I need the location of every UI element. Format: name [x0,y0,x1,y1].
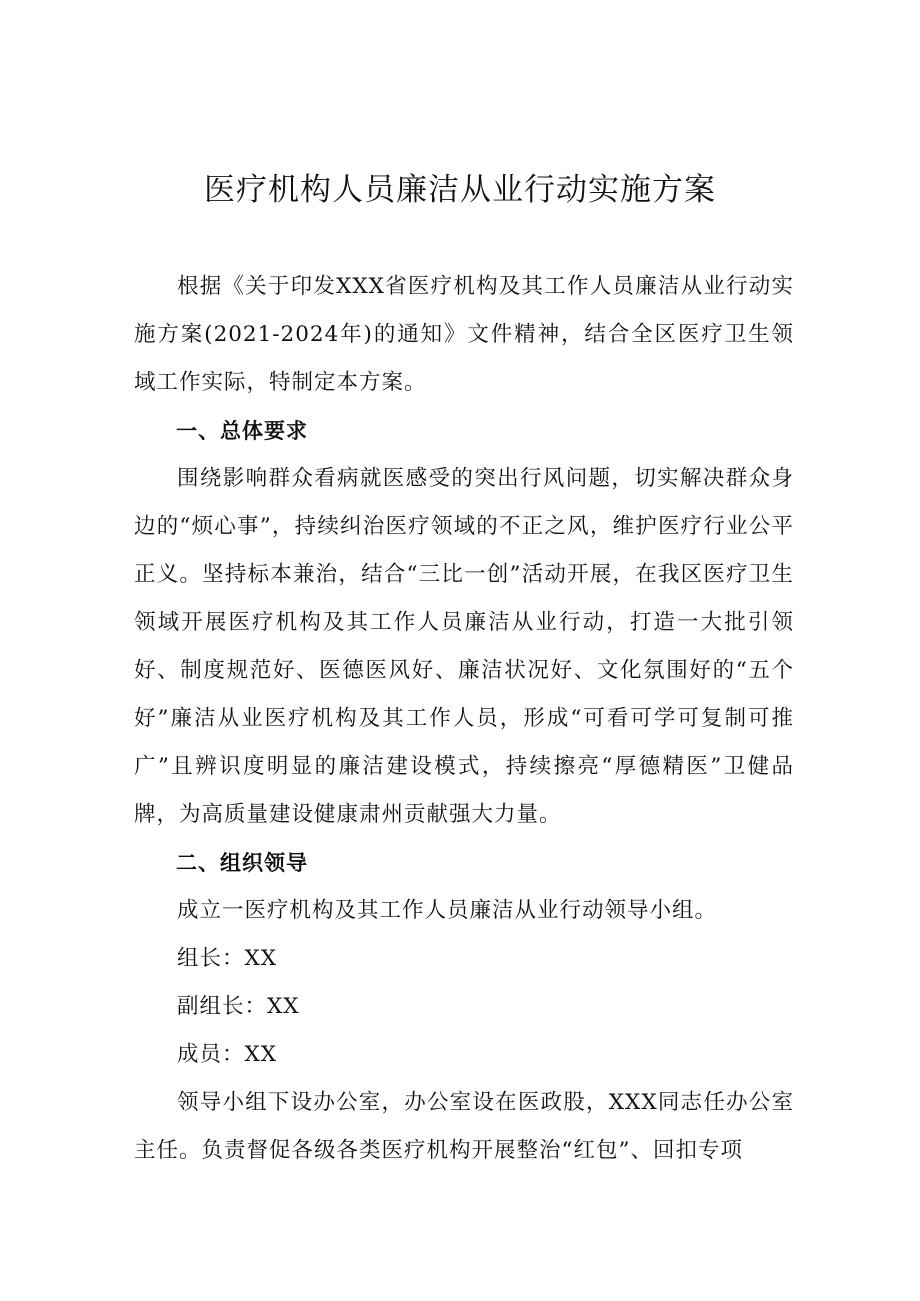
section-1-heading: 一、总体要求 [176,419,308,443]
members-line: 成员：XX [177,1042,278,1067]
section-2-heading: 二、组织领导 [176,851,308,875]
document-title: 医疗机构人员廉洁从业行动实施方案 [204,172,716,208]
document-body [134,263,794,1175]
intro-paragraph: 根据《关于印发XXX省医疗机构及其工作人员廉洁从业行动实施方案(2021-2024年)的通知》文件精神，结合全区医疗卫生领域工作实际，特制定本方案。 [134,274,794,395]
deputy-leader-line: 副组长：XX [177,994,300,1019]
leader-line: 组长：XX [177,946,278,971]
section-2-intro: 成立一医疗机构及其工作人员廉洁从业行动领导小组。 [177,898,718,923]
section-1-paragraph: 围绕影响群众看病就医感受的突出行风问题，切实解决群众身边的“烦心事”，持续纠治医疗领域的不正之风，维护医疗行业公平正义。坚持标本兼治，结合“三比一创”活动开展，在我区医疗卫生领域开展医疗机构及其工作人员廉洁从业行动，打造一大批引领好、制度规范好、医德医风好、廉洁状况好、文化氛围好的“五个好”廉洁从业医疗机构及其工作人员，形成“可看可学可复制可推广”且辨识度明显的廉洁建设模式，持续擦亮“厚德精医”卫健品牌，为高质量建设健康肃州贡献强大力量。 [134,466,794,827]
office-paragraph: 领导小组下设办公室，办公室设在医政股，XXX同志任办公室主任。负责督促各级各类医疗机构开展整治“红包”、回扣专项 [134,1090,794,1163]
